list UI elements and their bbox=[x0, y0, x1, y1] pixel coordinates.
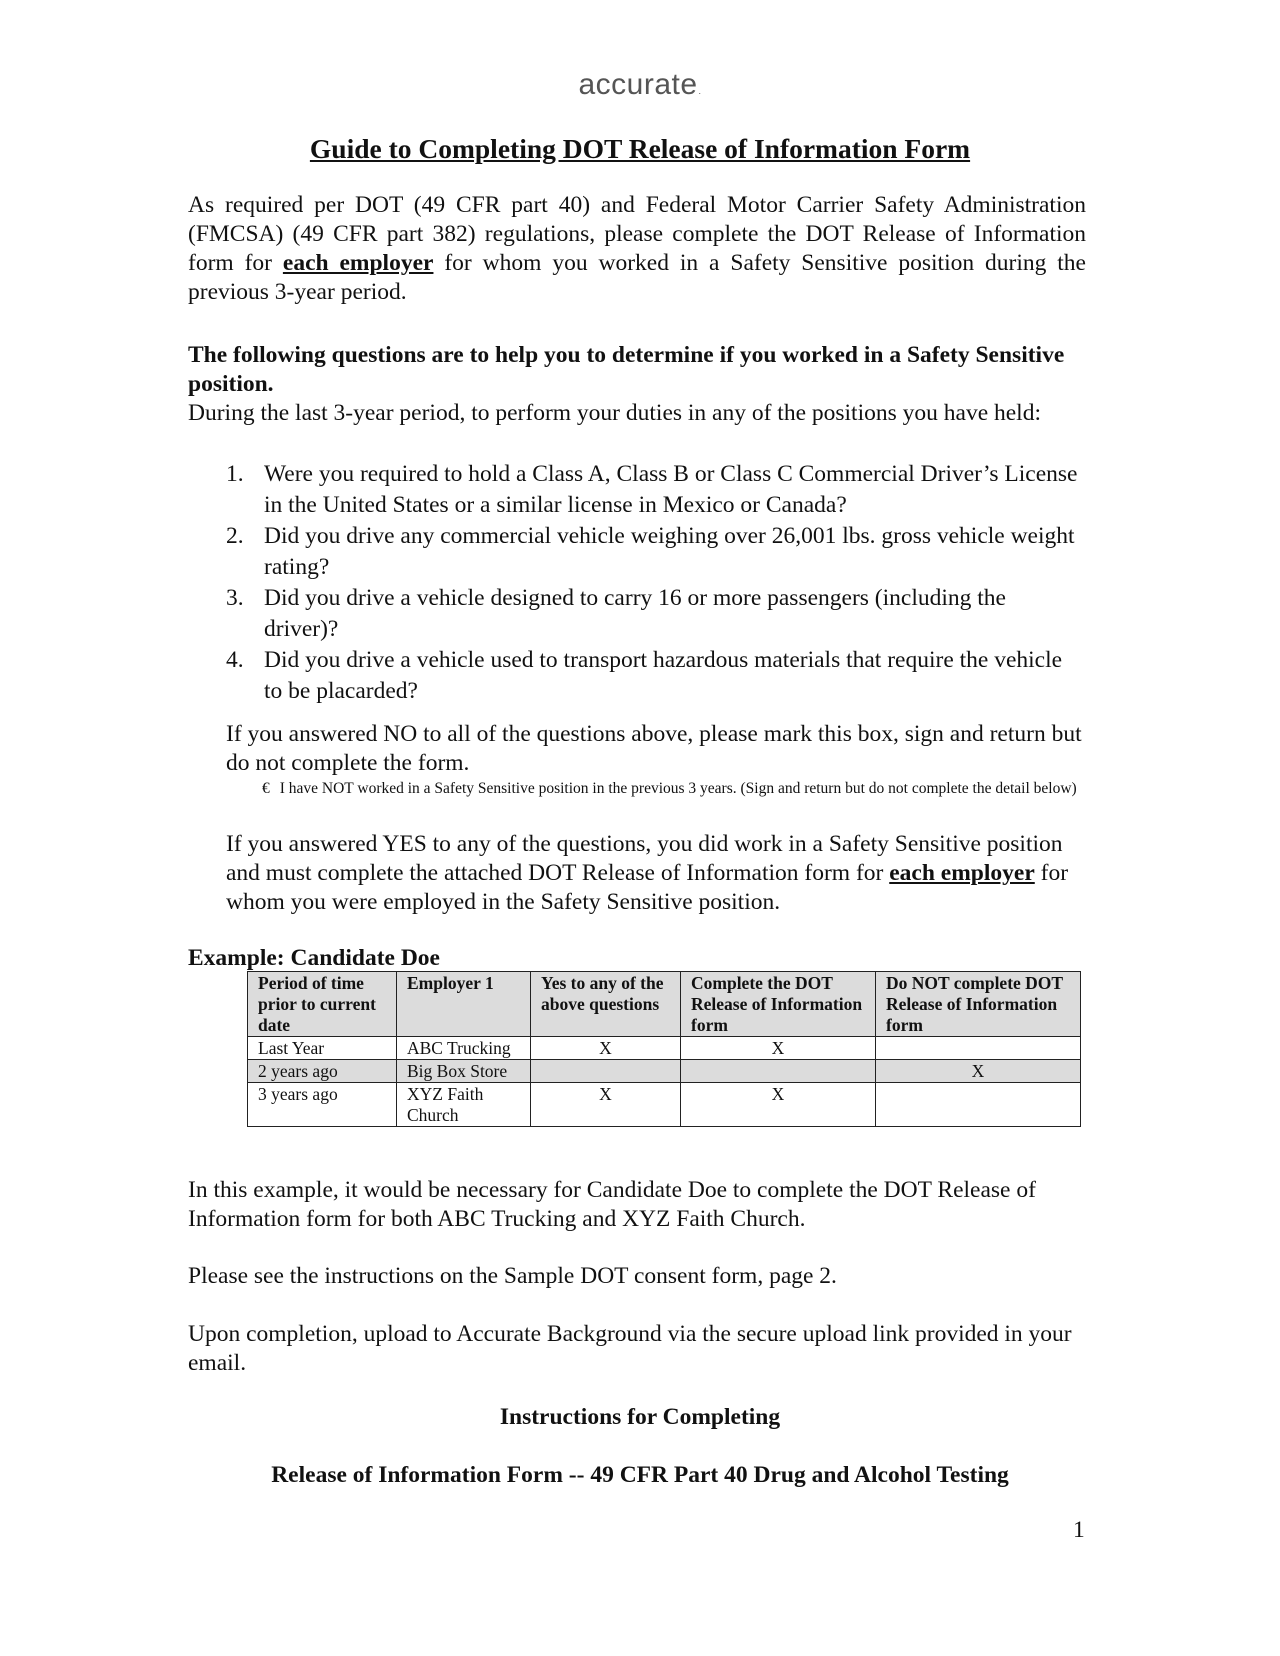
table-header-row bbox=[248, 972, 1081, 1037]
table-row bbox=[248, 1060, 1081, 1083]
table-row bbox=[248, 1037, 1081, 1060]
table-cell: ABC Trucking bbox=[397, 1037, 531, 1060]
example-conclusion: In this example, it would be necessary for Candidate Doe to complete the DOT Release of Information form for both ABC Trucking and XYZ Faith Church. bbox=[188, 1177, 1036, 1232]
question-number: 3. bbox=[226, 585, 244, 611]
column-header: Employer 1 bbox=[397, 972, 531, 1037]
not-safety-sensitive-checkbox-row[interactable] bbox=[262, 780, 1077, 798]
questions-heading: The following questions are to help you to determine if you worked in a Safety Sensitive position. bbox=[188, 342, 1065, 397]
table-cell: X bbox=[681, 1083, 876, 1127]
questions-lead: During the last 3-year period, to perform your duties in any of the positions you have held: bbox=[188, 400, 1041, 426]
yes-text-end: for whom you were employed in the Safety Sensitive position. bbox=[226, 860, 1069, 915]
questions-list bbox=[226, 459, 1086, 707]
question-number: 2. bbox=[226, 523, 244, 549]
table-cell bbox=[876, 1083, 1081, 1127]
question-number: 4. bbox=[226, 647, 244, 673]
column-header: Yes to any of the above questions bbox=[531, 972, 681, 1037]
intro-emphasis: each employer bbox=[282, 250, 434, 276]
column-header: Complete the DOT Release of Information form bbox=[681, 972, 876, 1037]
intro-paragraph bbox=[188, 191, 1086, 307]
table-cell: X bbox=[681, 1037, 876, 1060]
accurate-logo bbox=[0, 68, 1280, 102]
checkbox-label: I have NOT worked in a Safety Sensitive position in the previous 3 years. (Sign and return but do not complete the detail below) bbox=[279, 780, 1077, 797]
column-header: Period of time prior to current date bbox=[248, 972, 397, 1037]
question-item bbox=[226, 459, 1086, 521]
table-cell: XYZ Faith Church bbox=[397, 1083, 531, 1127]
column-header: Do NOT complete DOT Release of Information form bbox=[876, 972, 1081, 1037]
page-number: 1 bbox=[1073, 1517, 1085, 1543]
yes-emphasis: each employer bbox=[889, 860, 1035, 886]
table-cell: 2 years ago bbox=[248, 1060, 397, 1083]
table-cell: Last Year bbox=[248, 1037, 397, 1060]
intro-text-start: As required per DOT (49 CFR part 40) and Federal Motor Carrier Safety Administration (FMCSA) (49 CFR part 382) regulations, please complete the DOT Release of Information form for bbox=[188, 192, 1086, 276]
table-cell bbox=[876, 1037, 1081, 1060]
question-item bbox=[226, 521, 1086, 583]
yes-answer-paragraph bbox=[226, 830, 1086, 917]
yes-text-start: If you answered YES to any of the questions, you did work in a Safety Sensitive position and must complete the attached DOT Release of Information form for bbox=[226, 831, 1063, 886]
table-cell: X bbox=[531, 1083, 681, 1127]
upload-instructions: Upon completion, upload to Accurate Background via the secure upload link provided in your email. bbox=[188, 1321, 1072, 1376]
table-row bbox=[248, 1083, 1081, 1127]
table-cell: X bbox=[531, 1037, 681, 1060]
question-text: Did you drive a vehicle designed to carry 16 or more passengers (including the driver)? bbox=[264, 585, 1006, 642]
question-item bbox=[226, 645, 1086, 707]
question-text: Did you drive a vehicle used to transport hazardous materials that require the vehicle to be placarded? bbox=[264, 647, 1063, 704]
table-cell: X bbox=[876, 1060, 1081, 1083]
table-cell: Big Box Store bbox=[397, 1060, 531, 1083]
question-number: 1. bbox=[226, 461, 244, 487]
question-text: Were you required to hold a Class A, Class B or Class C Commercial Driver’s License in the United States or a similar license in Mexico or Canada? bbox=[264, 461, 1078, 518]
question-item bbox=[226, 583, 1086, 645]
example-heading: Example: Candidate Doe bbox=[188, 945, 440, 971]
question-text: Did you drive any commercial vehicle weighing over 26,001 lbs. gross vehicle weight rating? bbox=[264, 523, 1075, 580]
logo-text: accurate bbox=[578, 68, 698, 101]
table-cell bbox=[531, 1060, 681, 1083]
example-table bbox=[247, 971, 1081, 1127]
see-instructions: Please see the instructions on the Sample DOT consent form, page 2. bbox=[188, 1263, 837, 1289]
logo-mark: . bbox=[698, 86, 702, 96]
table-cell: 3 years ago bbox=[248, 1083, 397, 1127]
no-answer-paragraph: If you answered NO to all of the questions above, please mark this box, sign and return but do not complete the form. bbox=[226, 721, 1082, 776]
intro-text-end: for whom you worked in a Safety Sensitive position during the previous 3-year period. bbox=[188, 250, 1086, 305]
table-cell bbox=[681, 1060, 876, 1083]
page-title: Guide to Completing DOT Release of Information Form bbox=[309, 133, 971, 164]
instructions-heading-2: Release of Information Form -- 49 CFR Part 40 Drug and Alcohol Testing bbox=[271, 1462, 1009, 1488]
instructions-heading-1: Instructions for Completing bbox=[499, 1404, 781, 1430]
checkbox-glyph[interactable]: € bbox=[262, 780, 270, 797]
